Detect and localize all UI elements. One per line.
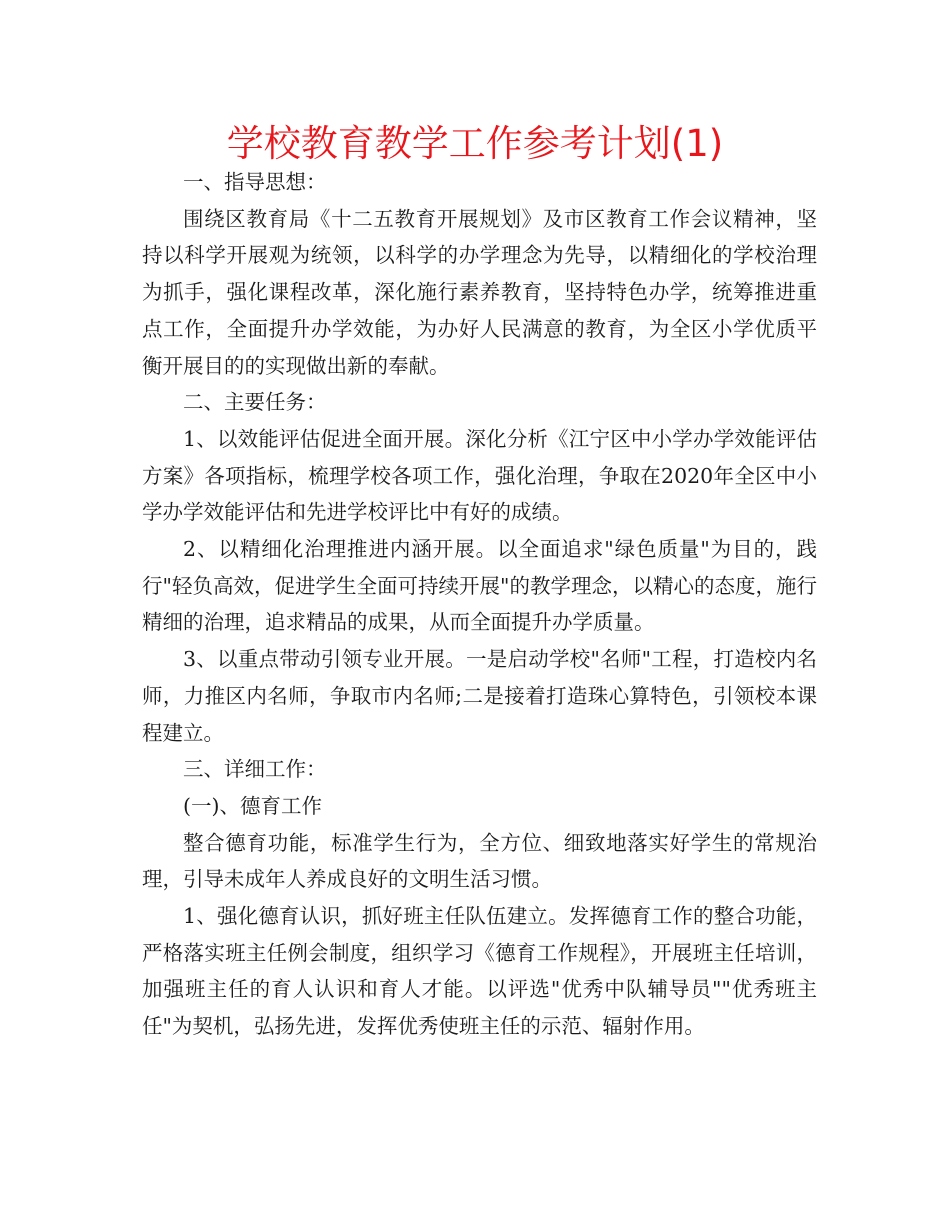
paragraph-moral-education-intro: 整合德育功能，标准学生行为，全方位、细致地落实好学生的常规治理，引导未成年人养成良好的文明生活习惯。 [142,830,817,892]
task-item-2: 2、以精细化治理推进内涵开展。以全面追求"绿色质量"为目的，践行"轻负高效，促进学生全面可持续开展"的教学理念，以精心的态度，施行精细的治理，追求精品的成果，从而全面提升办学质量。 [142,537,817,635]
moral-education-item-1: 1、强化德育认识，抓好班主任队伍建立。发挥德育工作的整合功能，严格落实班主任例会制度，组织学习《德育工作规程》，开展班主任培训，加强班主任的育人认识和育人才能。以评选"优秀中队辅导员""优秀班主任"为契机，弘扬先进，发挥优秀使班主任的示范、辐射作用。 [142,904,817,1039]
task-item-1: 1、以效能评估促进全面开展。深化分析《江宁区中小学办学效能评估方案》各项指标，梳理学校各项工作，强化治理，争取在2020年全区中小学办学效能评估和先进学校评比中有好的成绩。 [142,426,817,525]
section-heading-main-tasks: 二、主要任务： [183,390,327,415]
section-heading-detailed-work: 三、详细工作： [183,757,327,782]
subsection-heading-moral-education: (一)、德育工作 [183,793,322,818]
task-item-3: 3、以重点带动引领专业开展。一是启动学校"名师"工程，打造校内名师，力推区内名师，争取市内名师;二是接着打造珠心算特色，引领校本课程建立。 [142,647,817,745]
document-title: 学校教育教学工作参考计划(1) [226,122,724,165]
document-body [142,164,817,1045]
paragraph-guiding-ideology: 围绕区教育局《十二五教育开展规划》及市区教育工作会议精神，坚持以科学开展观为统领，以科学的办学理念为先导，以精细化的学校治理为抓手，强化课程改革，深化施行素养教育，坚持特色办学，统筹推进重点工作，全面提升办学效能，为办好人民满意的教育，为全区小学优质平衡开展目的的实现做出新的奉献。 [142,206,817,378]
section-heading-guiding-ideology: 一、指导思想： [183,170,327,194]
